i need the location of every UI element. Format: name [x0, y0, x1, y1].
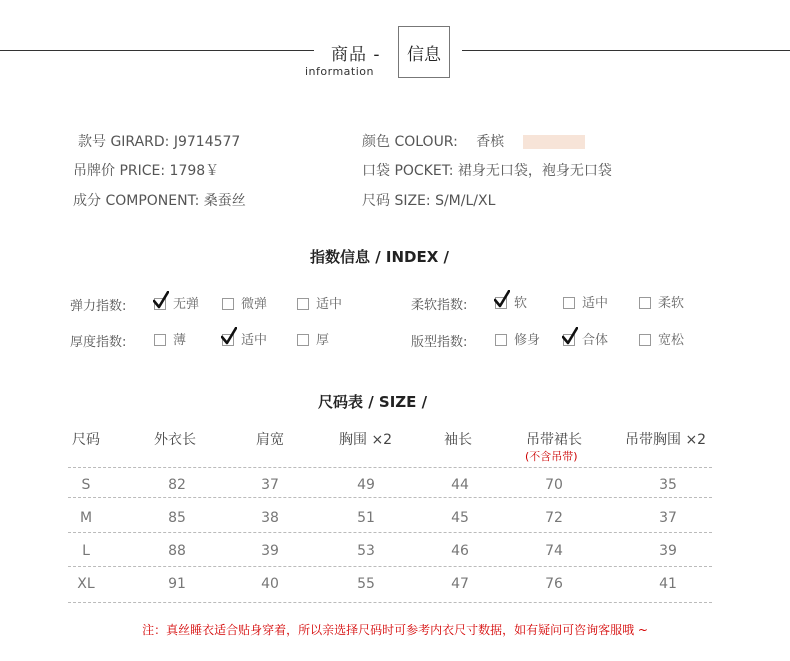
index-option[interactable] [222, 295, 267, 315]
size-cell: 44 [451, 477, 469, 493]
index-option[interactable] [495, 294, 527, 314]
size-header: 袖长 [444, 432, 472, 448]
header-rule-left [0, 50, 314, 51]
price-value: 1798￥ [169, 163, 220, 179]
option-label: 柔软 [658, 296, 685, 311]
size-cell: 45 [451, 510, 469, 526]
footer-note: 注：真丝睡衣适合贴身穿着，所以亲选择尺码时可参考内衣尺寸数据，如有疑问可咨询客服哦 ~ [142, 623, 648, 637]
price-label: 吊牌价 PRICE: [73, 163, 166, 179]
option-label: 微弹 [241, 297, 268, 312]
checkmark-icon [562, 327, 578, 345]
option-label: 修身 [514, 333, 541, 348]
index-label-softness: 柔软指数: [411, 298, 468, 313]
size-header: 吊带胸围 ×2 [625, 432, 707, 448]
table-divider [68, 467, 712, 468]
size-cell: 39 [261, 543, 279, 559]
size-header: 吊带裙长 [526, 432, 582, 448]
index-label-elasticity: 弹力指数: [70, 299, 127, 314]
size-cell: M [79, 510, 93, 526]
component-value: 桑蚕丝 [203, 193, 246, 209]
size-cell: 76 [545, 576, 563, 592]
size-label: 尺码 SIZE: [362, 193, 431, 209]
index-option[interactable] [222, 331, 267, 351]
title-subtitle: information [305, 65, 374, 78]
table-divider [68, 602, 712, 603]
size-cell: 41 [659, 576, 677, 592]
colour-label: 颜色 COLOUR: [362, 134, 458, 150]
checkmark-icon [221, 327, 237, 345]
option-label: 适中 [241, 333, 268, 348]
size-table-title: 尺码表 / SIZE / [318, 393, 428, 411]
info-component [73, 190, 246, 210]
option-label: 厚 [316, 333, 330, 348]
size-cell: 37 [261, 477, 279, 493]
checkbox[interactable] [154, 334, 166, 346]
index-option[interactable] [639, 294, 684, 314]
option-label: 无弹 [173, 297, 200, 312]
title-box: 信息 [398, 26, 450, 78]
header-rule-right [462, 50, 790, 51]
checkbox[interactable] [495, 297, 507, 309]
checkbox[interactable] [563, 334, 575, 346]
index-option[interactable] [563, 331, 608, 351]
info-colour [362, 131, 585, 151]
colour-swatch [523, 135, 585, 149]
size-cell: 82 [168, 477, 186, 493]
info-style-no [78, 131, 240, 151]
checkbox[interactable] [222, 298, 234, 310]
option-label: 适中 [316, 297, 343, 312]
checkbox[interactable] [639, 334, 651, 346]
index-label-thickness: 厚度指数: [70, 335, 127, 350]
size-header: 胸围 ×2 [339, 432, 393, 448]
size-cell: 55 [357, 576, 375, 592]
checkbox[interactable] [297, 298, 309, 310]
checkbox[interactable] [154, 298, 166, 310]
size-cell: 51 [357, 510, 375, 526]
checkbox[interactable] [222, 334, 234, 346]
size-cell: 40 [261, 576, 279, 592]
colour-value: 香槟 [476, 134, 505, 150]
option-label: 软 [514, 296, 528, 311]
size-header: 尺码 [72, 432, 100, 448]
size-cell: 37 [659, 510, 677, 526]
pocket-value: 裙身无口袋，袍身无口袋 [457, 163, 612, 179]
option-label: 宽松 [658, 333, 685, 348]
size-cell: XL [77, 576, 95, 592]
size-header-note: (不含吊带) [525, 450, 578, 463]
size-header: 肩宽 [256, 432, 284, 448]
size-cell: 53 [357, 543, 375, 559]
checkmark-icon [494, 290, 510, 308]
checkmark-icon [153, 291, 169, 309]
option-label: 薄 [173, 333, 187, 348]
checkbox[interactable] [297, 334, 309, 346]
index-option[interactable] [563, 294, 608, 314]
title-left-text: 商品 - [331, 45, 381, 65]
info-price [73, 160, 219, 180]
size-cell: L [82, 543, 90, 559]
size-cell: 47 [451, 576, 469, 592]
size-cell: 88 [168, 543, 186, 559]
checkbox[interactable] [639, 297, 651, 309]
size-cell: 46 [451, 543, 469, 559]
index-option[interactable] [154, 295, 199, 315]
index-option[interactable] [639, 331, 684, 351]
table-divider [68, 532, 712, 533]
size-value: S/M/L/XL [435, 193, 496, 209]
size-cell: 38 [261, 510, 279, 526]
size-cell: 70 [545, 477, 563, 493]
size-header: 外衣长 [154, 432, 196, 448]
info-size [362, 190, 495, 210]
pocket-label: 口袋 POCKET: [362, 163, 454, 179]
option-label: 合体 [582, 333, 609, 348]
size-cell: 72 [545, 510, 563, 526]
size-cell: S [81, 477, 91, 493]
index-option[interactable] [154, 331, 186, 351]
size-cell: 39 [659, 543, 677, 559]
checkbox[interactable] [495, 334, 507, 346]
size-cell: 74 [545, 543, 563, 559]
index-label-fit: 版型指数: [411, 335, 468, 350]
size-cell: 85 [168, 510, 186, 526]
index-option[interactable] [297, 295, 342, 315]
style-no-label: 款号 GIRARD: [78, 134, 170, 150]
checkbox[interactable] [563, 297, 575, 309]
index-option[interactable] [495, 331, 540, 351]
option-label: 适中 [582, 296, 609, 311]
index-title: 指数信息 / INDEX / [310, 248, 450, 266]
size-cell: 35 [659, 477, 677, 493]
size-cell: 91 [168, 576, 186, 592]
component-label: 成分 COMPONENT: [73, 193, 200, 209]
index-option[interactable] [297, 331, 329, 351]
info-pocket [362, 160, 612, 180]
size-cell: 49 [357, 477, 375, 493]
table-divider [68, 566, 712, 567]
table-divider [68, 497, 712, 498]
style-no-value: J9714577 [173, 134, 241, 150]
